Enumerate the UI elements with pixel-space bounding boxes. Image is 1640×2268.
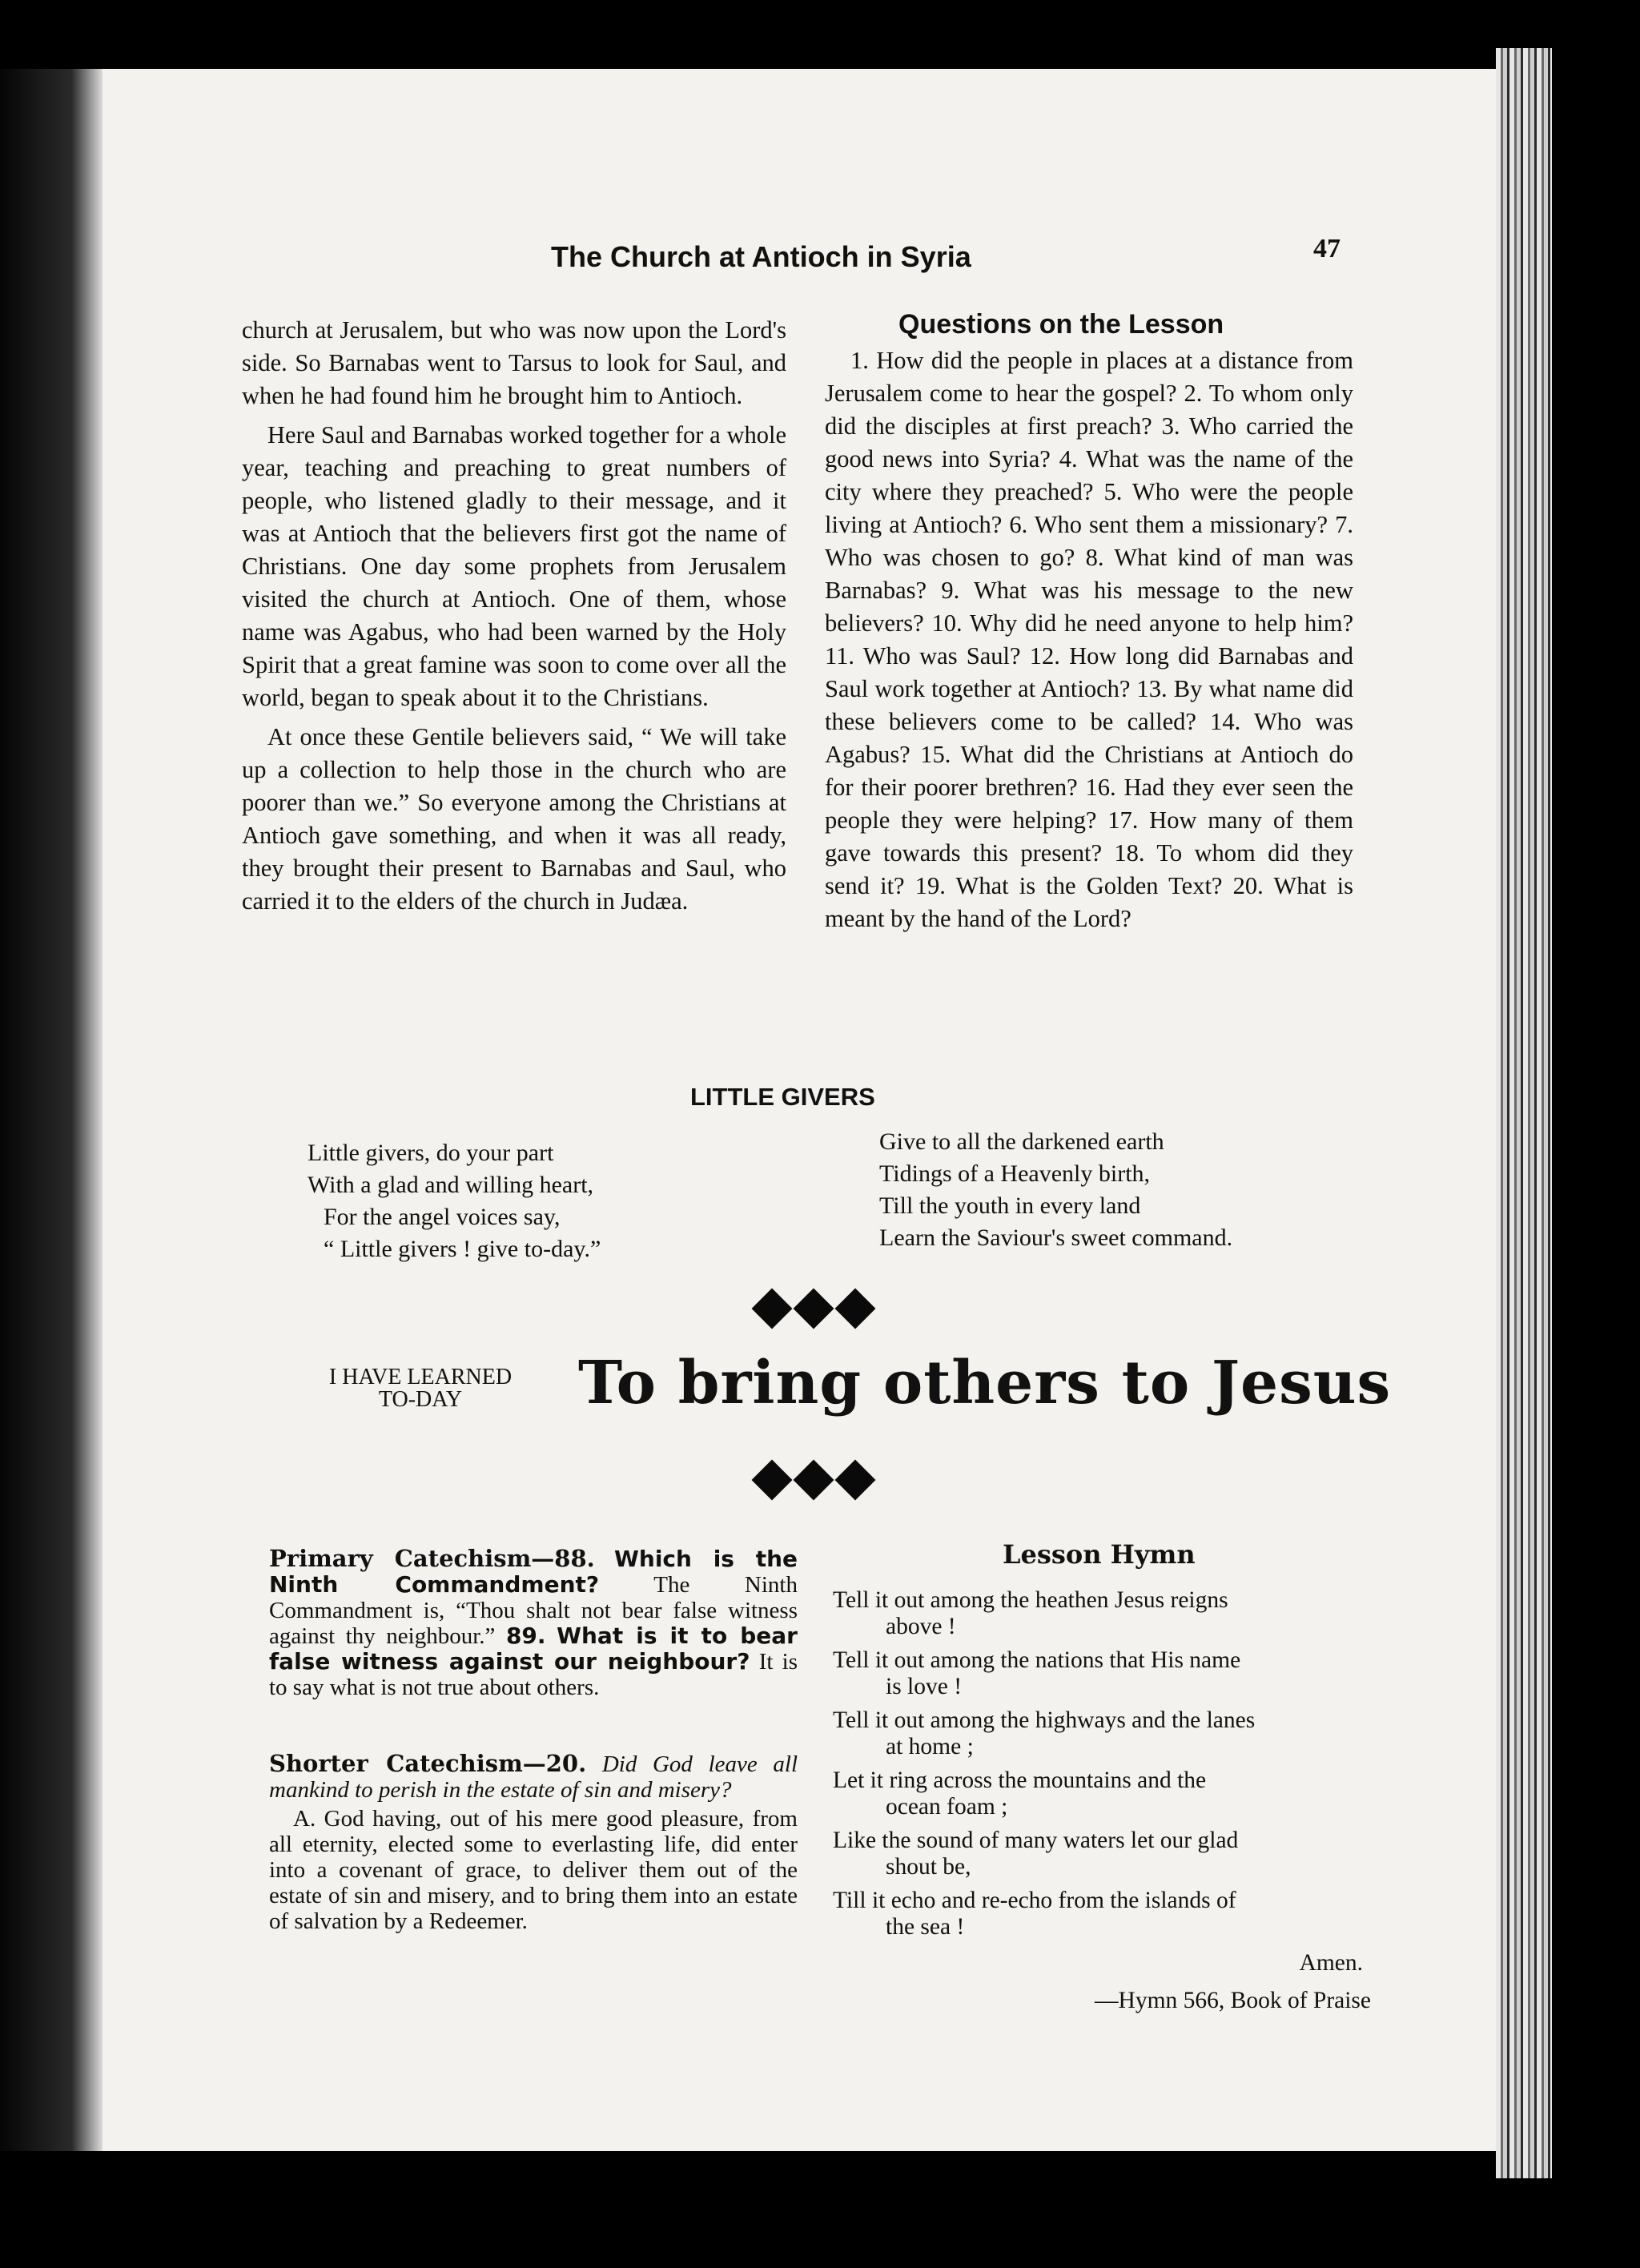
learned-label xyxy=(288,1366,553,1411)
catechism-question: Which is the Ninth Commandment? xyxy=(269,1546,798,1598)
poem-line: Learn the Saviour's sweet command. xyxy=(879,1224,1233,1251)
learned-label-line: I HAVE LEARNED xyxy=(328,1365,512,1389)
poem-title: LITTLE GIVERS xyxy=(690,1083,875,1111)
diamond-ornament xyxy=(794,1289,834,1329)
primary-catechism-heading: Primary Catechism—88. xyxy=(269,1545,595,1572)
primary-catechism xyxy=(269,1546,798,1700)
hymn-line: Let it ring across the mountains and the xyxy=(833,1767,1207,1793)
catechism-number: 89. xyxy=(505,1623,546,1649)
page-number: 47 xyxy=(1313,234,1341,263)
diamond-ornament xyxy=(752,1460,793,1501)
shorter-catechism-heading: Shorter Catechism—20. xyxy=(269,1750,587,1777)
poem-line: For the angel voices say, xyxy=(324,1204,561,1230)
questions-column xyxy=(825,344,1353,942)
paragraph: At once these Gentile believers said, “ We will take up a collection to help those in the church who are poorer than we.” So everyone among the Christians at Antioch gave something, and when it was all ready, they brought their present to Barnabas and Saul, who carried it to the elders of the church in Judæa. xyxy=(242,723,786,915)
catechism-question: Did God leave all mankind to perish in the estate of sin and misery? xyxy=(269,1751,798,1803)
hymn-line-continuation: the sea ! xyxy=(886,1914,965,1940)
hymn-line: Till it echo and re-echo from the islands of xyxy=(833,1888,1236,1913)
diamond-ornament xyxy=(752,1289,793,1329)
hymn-text xyxy=(833,1587,1371,2014)
poem-line: Little givers, do your part xyxy=(308,1140,554,1166)
diamond-ornament xyxy=(835,1289,876,1329)
diamond-ornament xyxy=(794,1460,834,1501)
hymn-line-continuation: at home ; xyxy=(886,1734,974,1759)
hymn-line: Tell it out among the heathen Jesus reigns xyxy=(833,1587,1228,1613)
catechism-answer: The Ninth Commandment is, “Thou shalt not bear false witness against thy neighbour.” xyxy=(269,1572,798,1649)
left-column-text xyxy=(242,314,786,924)
hymn-line-continuation: ocean foam ; xyxy=(886,1794,1008,1820)
learned-banner: To bring others to Jesus xyxy=(578,1349,1392,1418)
catechism-question: What is it to bear false witness against our neighbour? xyxy=(269,1623,798,1675)
book-spine-shadow xyxy=(0,69,102,2151)
poem-line: Till the youth in every land xyxy=(879,1192,1141,1219)
learned-label-line: TO-DAY xyxy=(378,1387,463,1412)
hymn-title: Lesson Hymn xyxy=(1003,1539,1196,1570)
running-header-title: The Church at Antioch in Syria xyxy=(551,240,971,273)
hymn-line-continuation: is love ! xyxy=(886,1674,963,1699)
questions-text: 1. How did the people in places at a distance from Jerusalem come to hear the gospel? 2. To whom only did the disciples at first preach? 3. Who carried the good news into Syria? 4. What was the name of the city where they preached? 5. Who were the people living at Antioch? 6. Who sent them a missionary? 7. Who was chosen to go? 8. What kind of man was Barnabas? 9. What was his message to the new believers? 10. Why did he need anyone to help him? 11. Who was Saul? 12. How long did Barnabas and Saul work together at Antioch? 13. By what name did these believers come to be called? 14. Who was Agabus? 15. What did the Christians at Antioch do for their poorer brethren? 16. Had they ever seen the people they were helping? 17. How many of them gave towards this present? 18. To whom did they send it? 19. What is the Golden Text? 20. What is meant by the hand of the Lord? xyxy=(825,347,1353,932)
hymn-line-continuation: above ! xyxy=(886,1614,956,1639)
catechism-answer: A. God having, out of his mere good pleasure, from all eternity, elected some to everlasting life, did enter into a covenant of grace, to deliver them out of the estate of sin and misery, and to bring them into an estate of salvation by a Redeemer. xyxy=(269,1806,798,1934)
paragraph: church at Jerusalem, but who was now upon the Lord's side. So Barnabas went to Tarsus to look for Saul, and when he had found him he brought him to Antioch. xyxy=(242,316,786,409)
poem-stanza-right xyxy=(879,1126,1232,1254)
poem-line: Give to all the darkened earth xyxy=(879,1128,1164,1155)
ornament-diamonds-top xyxy=(753,1289,874,1328)
diamond-ornament xyxy=(835,1460,876,1501)
hymn-line: Tell it out among the highways and the lanes xyxy=(833,1707,1256,1733)
shorter-catechism xyxy=(269,1751,798,1934)
poem-line: With a glad and willing heart, xyxy=(308,1172,594,1198)
ornament-diamonds-bottom xyxy=(753,1461,874,1499)
questions-heading: Questions on the Lesson xyxy=(898,309,1224,340)
poem-stanza-left xyxy=(308,1137,601,1265)
hymn-amen: Amen. xyxy=(1299,1950,1363,1976)
catechism-answer: It is to say what is not true about others. xyxy=(269,1649,798,1700)
hymn-line-continuation: shout be, xyxy=(886,1854,971,1880)
paragraph: Here Saul and Barnabas worked together for a whole year, teaching and preaching to great numbers of people, who listened gladly to their message, and it was at Antioch that the believers first got the name of Christians. One day some prophets from Jerusalem visited the church at Antioch. One of them, whose name was Agabus, who had been warned by the Holy Spirit that a great famine was soon to come over all the world, began to speak about it to the Christians. xyxy=(242,421,786,711)
page-edges xyxy=(1496,48,1552,2178)
poem-line: Tidings of a Heavenly birth, xyxy=(879,1160,1151,1187)
poem-line: “ Little givers ! give to-day.” xyxy=(324,1236,601,1262)
hymn-line: Like the sound of many waters let our glad xyxy=(833,1828,1239,1853)
hymn-line: Tell it out among the nations that His name xyxy=(833,1647,1241,1673)
hymn-source: —Hymn 566, Book of Praise xyxy=(1095,1988,1371,2013)
